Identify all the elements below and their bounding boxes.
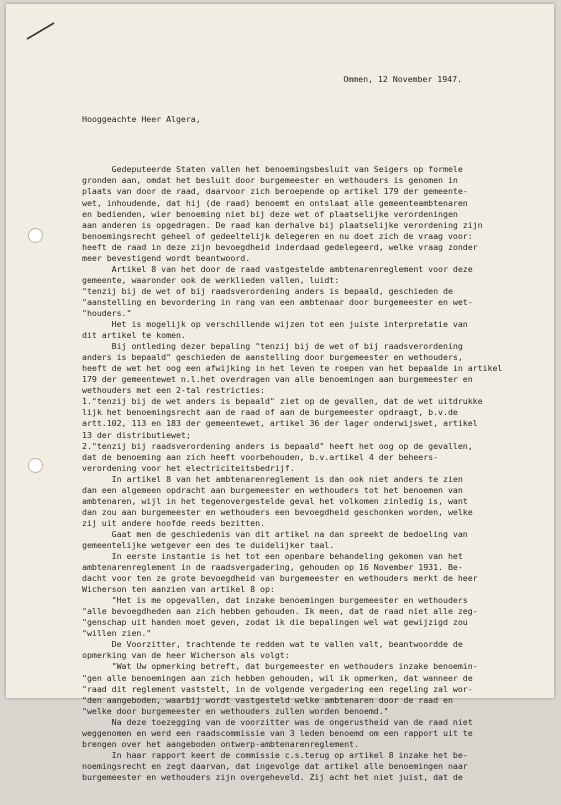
text-line: verordening voor het electriciteitsbedrijf. [82,462,295,473]
text-line: Bij ontleding dezer bepaling "tenzij bij de wet of bij raadsverordening [82,341,463,352]
text-line: 1."tenzij bij de wet anders is bepaald" ziet op de gevallen, dat de wet uitdrukke [82,396,483,407]
text-line: weggenomen en werd een raadscommissie van 3 leden benoemd om een rapport uit te [82,727,473,738]
text-line: dan een algemeen opdracht aan burgemeester en wethouders tot het benoemen van [82,484,463,495]
text-line: en bedienden, wier benoeming niet bij deze wet of plaatselijke verordeningen [82,208,458,219]
text-line: "Wat Uw opmerking betreft, dat burgemeester en wethouders inzake benoemin- [82,661,478,672]
text-line: dat de benoeming aan zich heeft voorbehouden, b.v.artikel 4 der beheers- [82,451,439,462]
text-line: "alle bevoegdheden aan zich hebben gehouden. Ik meen, dat de raad niet alle zeg- [82,606,478,617]
punch-hole [28,458,43,473]
text-line: 13 der distributiewet; [82,429,191,440]
text-line: "aanstelling en bevordering in rang van een ambtenaar door burgemeester en wet- [82,296,473,307]
pencil-mark [24,20,58,42]
text-line: dan zou aan burgemeester en wethouders een bevoegdheid geschonken worden, welke [82,506,473,517]
text-line: artt.102, 113 en 183 der gemeentewet, artikel 36 der lager onderwijswet, artikel [82,418,478,429]
salutation: Hooggeachte Heer Algera, [82,114,201,125]
text-line: De Voorzitter, trachtende te redden wat te vallen valt, beantwoordde de [82,639,463,650]
text-line: "genschap uit handen moet geven, zodat ik die bepalingen wel wat gewijzigd zou [82,617,468,628]
text-line: wet, inhoudende, dat hij (de raad) benoemt en ontslaat alle gemeenteambtenaren [82,197,468,208]
text-line: wethouders met een 2-tal restricties: [82,385,265,396]
text-line: "willen zien." [82,628,152,639]
text-line: brengen over het aangeboden ontwerp-ambtenarenreglement. [82,738,359,749]
text-line: In artikel 8 van het ambtenarenreglement is dan ook niet anders te zien [82,473,463,484]
text-line: Artikel 8 van het door de raad vastgestelde ambtenarenreglement voor deze [82,263,473,274]
text-line: zij uit andere hoofde reeds bezitten. [82,517,265,528]
document-page [6,4,554,782]
letter-text [82,52,542,805]
text-line: lijk het benoemingsrecht aan de raad of aan de burgemeester opdraagt, b.v.de [82,407,458,418]
text-line: meer bevestigend wordt beantwoord. [82,252,251,263]
text-line: 179 der gemeentewet n.l.het overdragen van alle benoemingen aan burgemeester en [82,374,473,385]
text-line: benoemingsrecht geheel of gedeeltelijk delegeren en nu doet zich de vraag voor: [82,230,473,241]
text-line: heeft de raad in deze zijn bevoegdheid inderdaad gedelegeerd, welke vraag zonder [82,241,478,252]
text-line: aan anderen is opgedragen. De raad kan derhalve bij plaatselijke verordening zijn [82,219,483,230]
text-line: heeft de wet het oog een afwijking in het leven te roepen van het bepaalde in artikel [82,363,503,374]
text-line: Gaat men de geschiedenis van dit artikel na dan spreekt de bedoeling van [82,528,468,539]
text-line: Wicherson ten aanzien van artikel 8 op: [82,584,275,595]
text-line: 2."tenzij bij raadsverordening anders is bepaald" heeft het oog op de gevallen, [82,440,473,451]
text-line: "tenzij bij de wet of bij raadsverordening anders is bepaald, geschieden de [82,285,453,296]
text-line: dit artikel te komen. [82,330,186,341]
text-line: plaats van door de raad, daarvoor zich beroepende op artikel 179 der gemeente- [82,186,468,197]
text-line: "houders." [82,307,132,318]
punch-hole [28,228,43,243]
text-line: gronden aan, omdat het besluit door burgemeester en wethouders is genomen in [82,175,458,186]
text-line: "den aangeboden, waarbij wordt vastgesteld welke ambtenaren door de raad en [82,694,453,705]
text-line: In haar rapport keert de commissie c.s.terug op artikel 8 inzake het be- [82,749,468,760]
text-line: ambtenarenreglement in de raadsvergadering, gehouden op 16 November 1931. Be- [82,562,463,573]
letter-body [82,164,542,783]
text-line: opmerking van de heer Wicherson als volgt: [82,650,290,661]
text-line: dacht voor ten ze grote bevoegdheid van burgemeester en wethouders merkt de heer [82,573,478,584]
text-line: ambtenaren, wijl in het tegenovergestelde geval het volkomen zinledig is, want [82,495,468,506]
text-line: Na deze toezegging van de voorzitter was de ongerustheid van de raad niet [82,716,473,727]
text-line: "welke door burgemeester en wethouders zullen worden benoemd." [82,705,389,716]
letter-date: Ommen, 12 November 1947. [343,74,462,85]
text-line: anders is bepaald" geschieden de aanstelling door burgemeester en wethouders, [82,352,463,363]
text-line: noemingsrecht en zegt daarvan, dat ingevolge dat artikel alle benoemingen naar [82,760,468,771]
text-line: Gedeputeerde Staten vallen het benoemingsbesluit van Seigers op formele [82,164,463,175]
text-line: "raad dit reglement vaststelt, in de volgende vergadering een regeling zal wor- [82,683,473,694]
text-line: "gen alle benoemingen aan zich hebben gehouden, wil ik opmerken, dat wanneer de [82,672,473,683]
text-line: Het is mogelijk op verschillende wijzen tot een juiste interpretatie van [82,319,468,330]
text-line: gemeentelijke wetgever een des te duidelijker taal. [82,539,335,550]
text-line: In eerste instantie is het tot een openbare behandeling gekomen van het [82,551,463,562]
text-line: "Het is me opgevallen, dat inzake benoemingen burgemeester en wethouders [82,595,468,606]
text-line: burgemeester en wethouders zijn overgeheveld. Zij acht het niet juist, dat de [82,771,463,782]
text-line: gemeente, waaronder ook de werklieden vallen, luidt: [82,274,340,285]
